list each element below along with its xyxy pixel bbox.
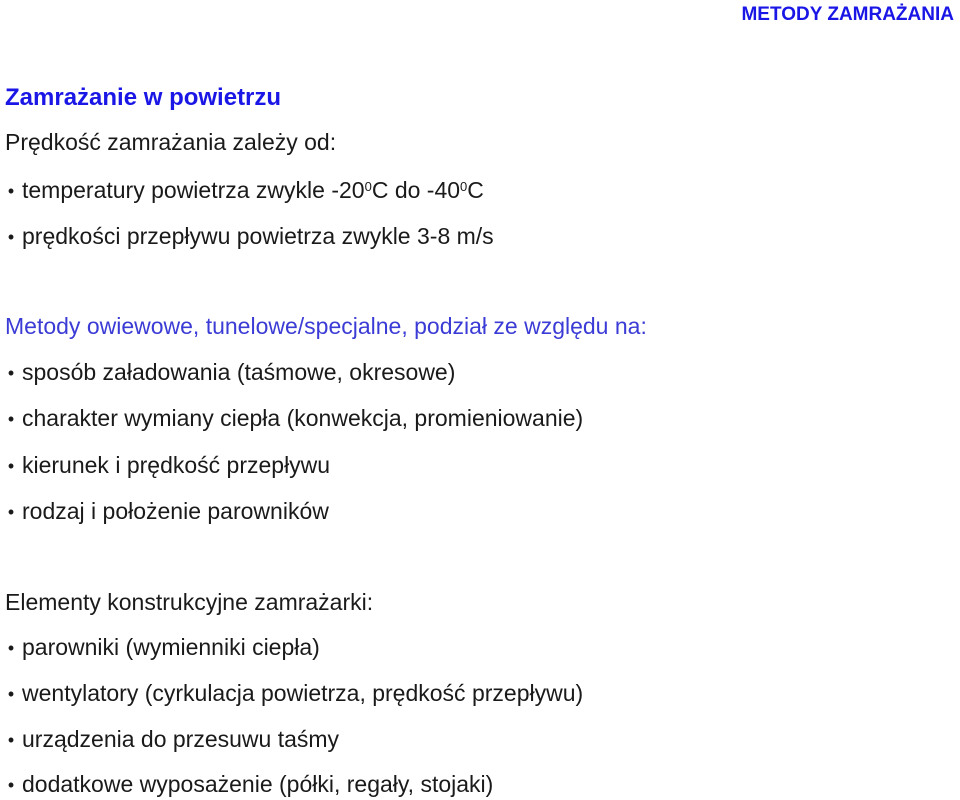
bullet-item-heat-exchange	[0, 404, 583, 432]
temperature-text-b: C do -40	[371, 177, 461, 203]
bullet-item-loading	[0, 358, 455, 386]
bullet-icon: •	[7, 730, 15, 750]
equipment-text: dodatkowe wyposażenie (półki, regały, stojaki)	[22, 771, 494, 797]
temperature-sup-b: 0	[460, 179, 468, 194]
bullet-icon: •	[7, 456, 15, 476]
flow-direction-text: kierunek i prędkość przepływu	[22, 452, 331, 478]
methods-intro-blue: Metody owiewowe, tunelowe/specjalne	[5, 313, 402, 339]
methods-intro	[5, 312, 647, 340]
parowniki-text: parowniki (wymienniki ciepła)	[22, 634, 320, 660]
bullet-icon: •	[7, 775, 15, 795]
bullet-icon: •	[7, 363, 15, 383]
loading-text: sposób załadowania (taśmowe, okresowe)	[22, 359, 456, 385]
fans-text: wentylatory (cyrkulacja powietrza, prędkość przepływu)	[22, 680, 584, 706]
bullet-icon: •	[7, 181, 15, 201]
bullet-icon: •	[7, 409, 15, 429]
bullet-item-flow-direction	[0, 451, 330, 479]
bullet-item-belt	[0, 725, 339, 753]
heat-exchange-text: charakter wymiany ciepła (konwekcja, promieniowanie)	[22, 405, 584, 431]
bullet-icon: •	[7, 227, 15, 247]
bullet-item-airflow	[0, 222, 494, 250]
methods-intro-rest: , podział ze względu na:	[401, 313, 647, 339]
belt-text: urządzenia do przesuwu taśmy	[22, 726, 340, 752]
bullet-item-evaporators	[0, 497, 329, 525]
temperature-sup-a: 0	[364, 179, 372, 194]
speed-intro: Prędkość zamrażania zależy od:	[5, 129, 337, 155]
airflow-text: prędkości przepływu powietrza zwykle 3-8 m/s	[22, 223, 494, 249]
page-header-title: METODY ZAMRAŻANIA	[741, 4, 954, 25]
bullet-icon: •	[7, 638, 15, 658]
section-title: Zamrażanie w powietrzu	[5, 84, 282, 111]
bullet-item-temperature	[0, 176, 484, 204]
temperature-text-c: C	[467, 177, 484, 203]
temperature-text-a: temperatury powietrza zwykle -20	[22, 177, 365, 203]
bullet-item-parowniki	[0, 633, 320, 661]
elements-intro: Elementy konstrukcyjne zamrażarki:	[5, 589, 374, 615]
bullet-icon: •	[7, 502, 15, 522]
evaporators-text: rodzaj i położenie parowników	[22, 498, 329, 524]
bullet-icon: •	[7, 684, 15, 704]
bullet-item-equipment	[0, 770, 493, 798]
bullet-item-fans	[0, 679, 583, 707]
